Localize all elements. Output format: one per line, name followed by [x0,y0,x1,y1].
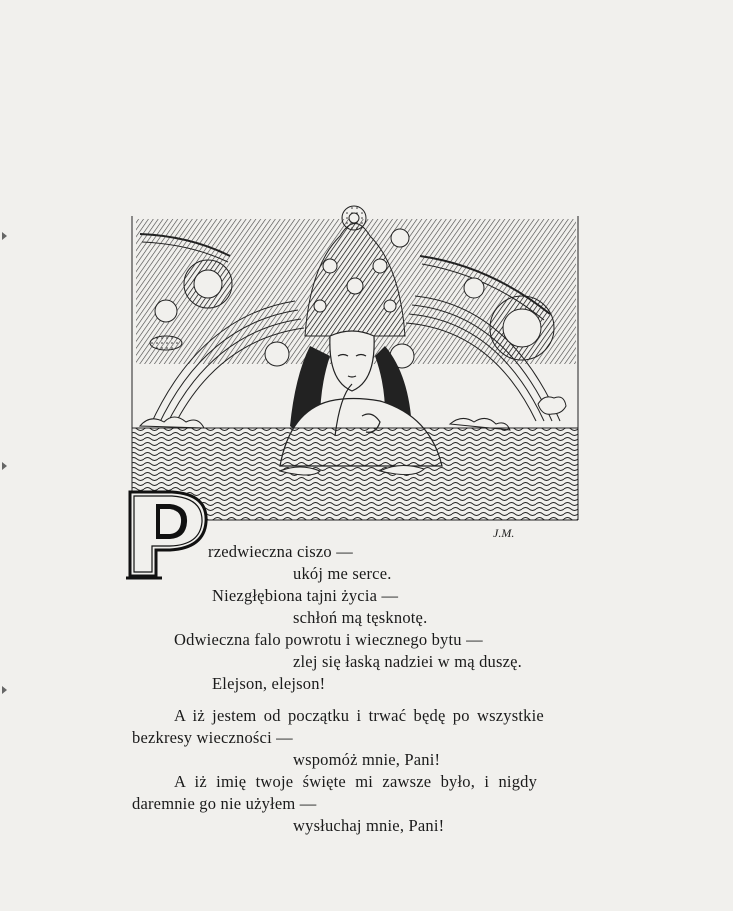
sun-left [184,260,232,308]
illustrator-signature: J.M. [493,526,515,540]
poem-line: zlej się łaską nadziei w mą duszę. [293,652,523,671]
poem-line: ukój me serce. [293,564,392,583]
poem-line: schłoń mą tęsknotę. [293,608,428,627]
sun-right [490,296,554,360]
poem-line: wysłuchaj mnie, Pani! [293,816,445,835]
poem-line: rzedwieczna ciszo — [208,542,353,561]
poem-line: A iż imię twoje święte mi zawsze było, i nigdy [174,772,538,791]
margin-mark [2,686,7,694]
poem-line: Niezgłębiona tajni życia — [212,586,399,605]
poem-line: bezkresy wieczności — [132,728,293,747]
poem-line: A iż jestem od początku i trwać będę po wszystkie [174,706,544,725]
poem-line: Elejson, elejson! [212,674,326,693]
margin-mark [2,462,7,470]
illustration [130,196,580,526]
margin-mark [2,232,7,240]
poem-line: daremnie go nie użyłem — [132,794,317,813]
woman-face [330,331,374,391]
poem-line: wspomóż mnie, Pani! [293,750,441,769]
decorative-initial [124,488,210,580]
poem-line: Odwieczna falo powrotu i wiecznego bytu — [174,630,483,649]
